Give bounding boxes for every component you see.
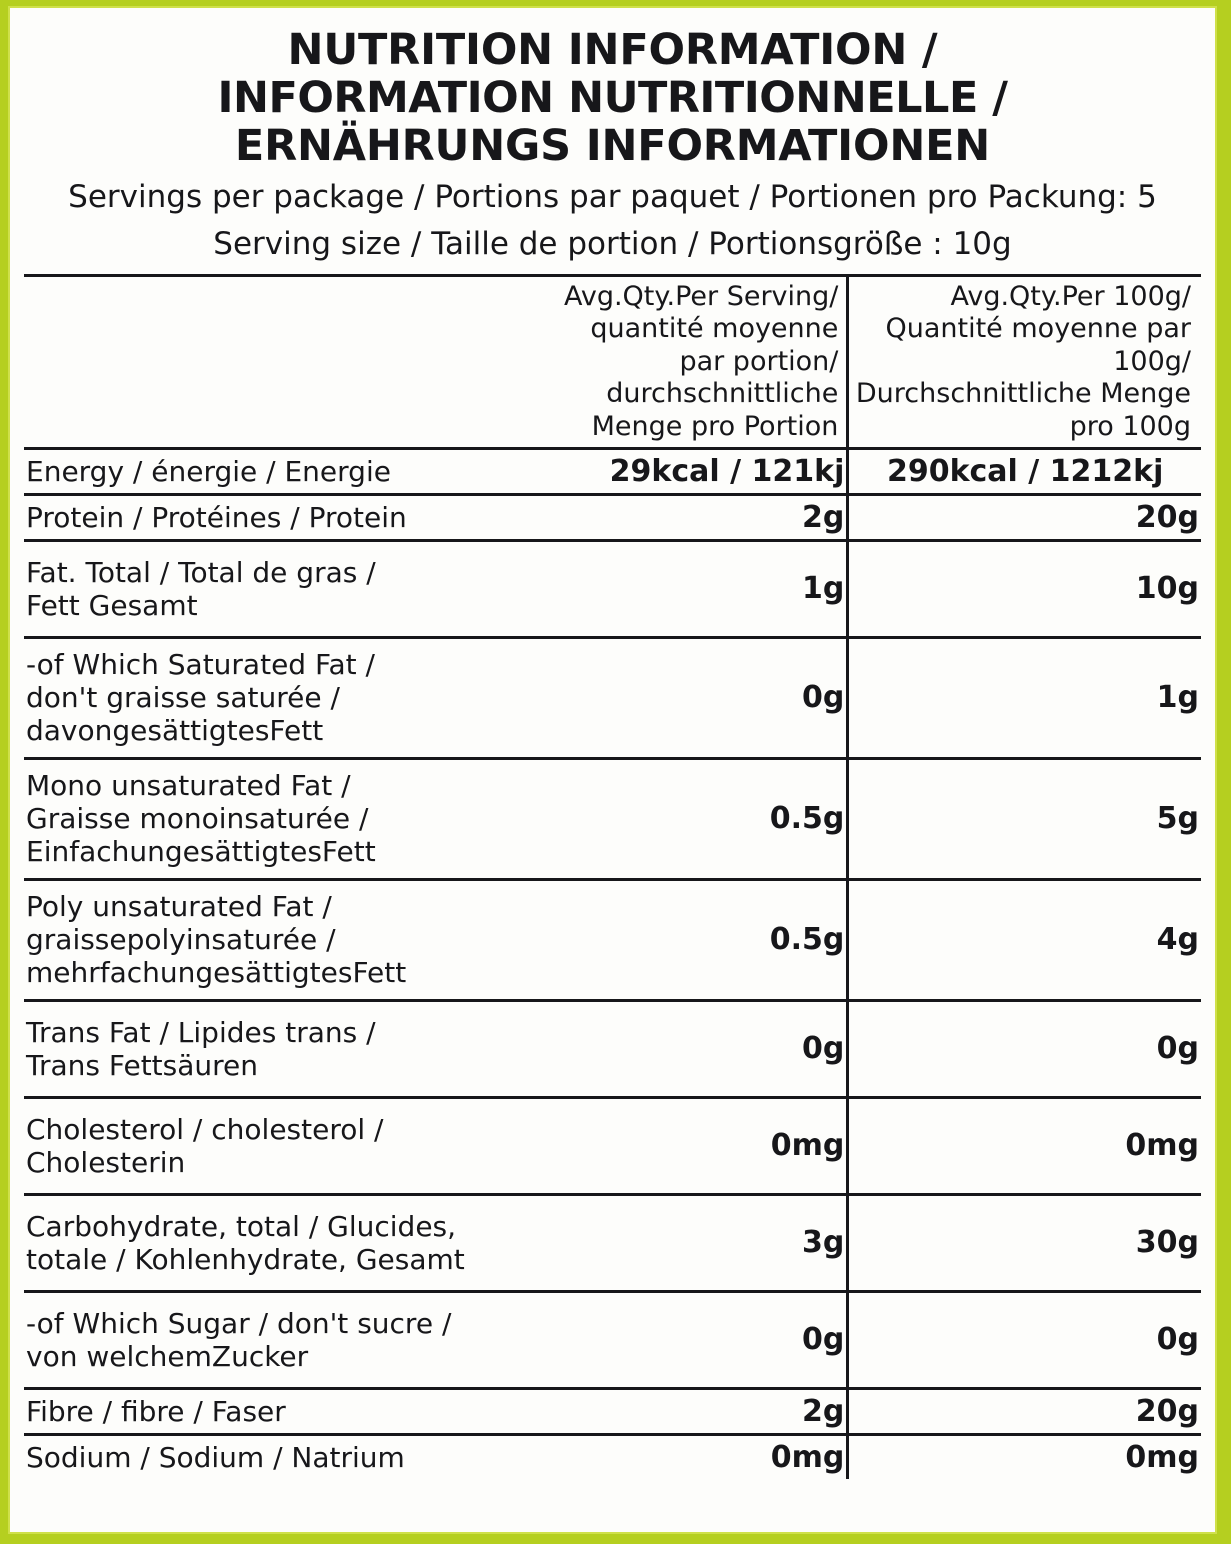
row-value-serving-mono-unsaturated-fat: 0.5g bbox=[542, 758, 848, 879]
header-per-100g-line4: pro 100g bbox=[1069, 410, 1191, 442]
servings-per-package: Servings per package / Portions par paquet / Portionen pro Packung: 5 bbox=[68, 179, 1157, 216]
row-label-line: davongesättigtesFett bbox=[26, 714, 324, 748]
row-label-sugar bbox=[24, 1291, 542, 1388]
row-label-line: Graisse monoinsaturée / bbox=[26, 802, 369, 836]
row-label-line: Cholesterin bbox=[26, 1145, 186, 1179]
row-label-saturated-fat bbox=[24, 637, 542, 758]
row-value-100g-mono-unsaturated-fat: 5g bbox=[848, 758, 1201, 879]
table-row bbox=[24, 1000, 1201, 1097]
row-label-line: don't graisse saturée / bbox=[26, 681, 340, 715]
table-row bbox=[24, 637, 1201, 758]
row-label-sodium: Sodium / Sodium / Natrium bbox=[24, 1434, 542, 1479]
title-line-french: INFORMATION NUTRITIONNELLE / bbox=[217, 73, 1008, 124]
row-label-line: -of Which Saturated Fat / bbox=[26, 648, 375, 682]
table-row bbox=[24, 540, 1201, 637]
row-label-line: Carbohydrate, total / Glucides, bbox=[26, 1209, 457, 1243]
row-label-line: mehrfachungesättigtesFett bbox=[26, 956, 407, 990]
row-label-fibre: Fibre / fibre / Faser bbox=[24, 1388, 542, 1434]
header-per-serving-line1: Avg.Qty.Per Serving/ bbox=[563, 280, 839, 312]
row-value-serving-poly-unsaturated-fat: 0.5g bbox=[542, 879, 848, 1000]
nutrition-label-panel bbox=[8, 6, 1217, 1534]
title-line-english: NUTRITION INFORMATION / bbox=[287, 25, 938, 75]
row-label-energy: Energy / énergie / Energie bbox=[24, 448, 542, 494]
row-value-serving-energy: 29kcal / 121kj bbox=[542, 448, 848, 494]
row-value-100g-carbohydrate-total: 30g bbox=[848, 1194, 1201, 1291]
row-value-100g-sugar: 0g bbox=[848, 1291, 1201, 1388]
row-value-100g-cholesterol: 0mg bbox=[848, 1097, 1201, 1194]
row-label-cholesterol bbox=[24, 1097, 542, 1194]
table-row bbox=[24, 1434, 1201, 1479]
header-per-100g bbox=[848, 275, 1201, 448]
row-label-line: von welchemZucker bbox=[26, 1339, 309, 1373]
header-per-100g-line2: Quantité moyenne par 100g/ bbox=[885, 313, 1191, 377]
header-per-serving-line3: durchschnittliche Menge pro Portion bbox=[591, 378, 839, 442]
row-value-serving-cholesterol: 0mg bbox=[542, 1097, 848, 1194]
row-label-line: Poly unsaturated Fat / bbox=[26, 890, 332, 924]
table-row bbox=[24, 494, 1201, 540]
row-label-fat-total bbox=[24, 540, 542, 637]
table-row bbox=[24, 1388, 1201, 1434]
row-label-carbohydrate-total bbox=[24, 1194, 542, 1291]
row-value-serving-carbohydrate-total: 3g bbox=[542, 1194, 848, 1291]
row-value-100g-energy: 290kcal / 1212kj bbox=[848, 448, 1201, 494]
row-label-line: Cholesterol / cholesterol / bbox=[26, 1112, 384, 1146]
row-label-line: EinfachungesättigtesFett bbox=[26, 835, 376, 869]
table-row bbox=[24, 879, 1201, 1000]
header-per-serving bbox=[542, 275, 848, 448]
row-value-100g-protein: 20g bbox=[848, 494, 1201, 540]
row-label-poly-unsaturated-fat bbox=[24, 879, 542, 1000]
row-value-100g-saturated-fat: 1g bbox=[848, 637, 1201, 758]
row-value-100g-poly-unsaturated-fat: 4g bbox=[848, 879, 1201, 1000]
row-label-mono-unsaturated-fat bbox=[24, 758, 542, 879]
row-value-serving-protein: 2g bbox=[542, 494, 848, 540]
header-per-serving-line2: quantité moyenne par portion/ bbox=[590, 313, 839, 377]
row-label-line: Fett Gesamt bbox=[26, 588, 198, 622]
table-row bbox=[24, 758, 1201, 879]
row-label-line: Trans Fettsäuren bbox=[26, 1048, 259, 1082]
row-value-serving-saturated-fat: 0g bbox=[542, 637, 848, 758]
row-label-line: Mono unsaturated Fat / bbox=[26, 769, 351, 803]
row-label-protein: Protein / Protéines / Protein bbox=[24, 494, 542, 540]
table-row bbox=[24, 1097, 1201, 1194]
row-value-serving-sodium: 0mg bbox=[542, 1434, 848, 1479]
header-per-100g-line3: Durchschnittliche Menge bbox=[855, 378, 1191, 410]
row-label-line: Fat. Total / Total de gras / bbox=[26, 555, 376, 589]
title-line-german: ERNÄHRUNGS INFORMATIONEN bbox=[234, 121, 991, 172]
row-label-line: -of Which Sugar / don't sucre / bbox=[26, 1306, 452, 1340]
row-value-serving-fibre: 2g bbox=[542, 1388, 848, 1434]
table-header-row bbox=[24, 275, 1201, 448]
row-value-100g-fat-total: 10g bbox=[848, 540, 1201, 637]
row-value-serving-trans-fat: 0g bbox=[542, 1000, 848, 1097]
row-label-line: Trans Fat / Lipides trans / bbox=[26, 1015, 376, 1049]
table-row bbox=[24, 1291, 1201, 1388]
nutrition-label-content bbox=[10, 8, 1215, 1532]
table-row bbox=[24, 448, 1201, 494]
header-label-cell bbox=[24, 275, 542, 448]
header-per-100g-line1: Avg.Qty.Per 100g/ bbox=[950, 280, 1191, 312]
nutrition-table bbox=[24, 274, 1201, 1479]
row-value-serving-sugar: 0g bbox=[542, 1291, 848, 1388]
row-value-100g-sodium: 0mg bbox=[848, 1434, 1201, 1479]
serving-size: Serving size / Taille de portion / Portionsgröße : 10g bbox=[213, 226, 1012, 263]
row-value-100g-fibre: 20g bbox=[848, 1388, 1201, 1434]
row-label-line: totale / Kohlenhydrate, Gesamt bbox=[26, 1242, 465, 1276]
row-label-trans-fat bbox=[24, 1000, 542, 1097]
row-value-serving-fat-total: 1g bbox=[542, 540, 848, 637]
page-title bbox=[24, 26, 1201, 170]
row-label-line: graissepolyinsaturée / bbox=[26, 923, 336, 957]
table-row bbox=[24, 1194, 1201, 1291]
row-value-100g-trans-fat: 0g bbox=[848, 1000, 1201, 1097]
